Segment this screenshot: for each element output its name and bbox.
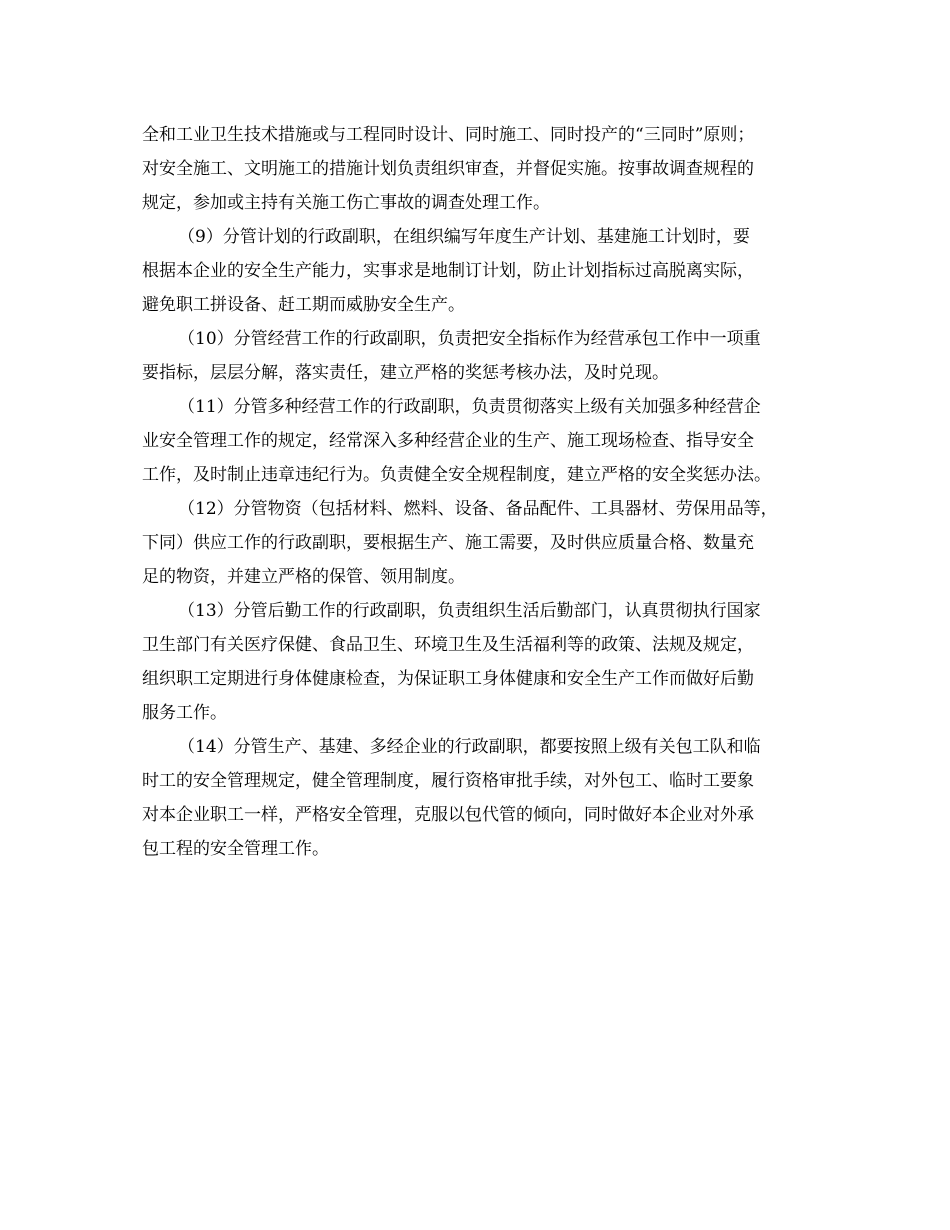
text-line: 服务工作。	[142, 703, 227, 723]
paragraph-first-line: （13）分管后勤工作的行政副职，负责组织生活后勤部门，认真贯彻执行国家	[178, 601, 761, 621]
text-line: 下同）供应工作的行政副职，要根据生产、施工需要，及时供应质量合格、数量充	[142, 533, 754, 553]
text-line: 对安全施工、文明施工的措施计划负责组织审查，并督促实施。按事故调查规程的	[142, 159, 754, 179]
document-body	[142, 118, 826, 866]
text-line: 根据本企业的安全生产能力，实事求是地制订计划，防止计划指标过高脱离实际，	[142, 261, 754, 281]
text-line: 对本企业职工一样，严格安全管理，克服以包代管的倾向，同时做好本企业对外承	[142, 805, 754, 825]
text-line: 工作，及时制止违章违纪行为。负责健全安全规程制度，建立严格的安全奖惩办法。	[142, 465, 771, 485]
paragraph-first-line: （11）分管多种经营工作的行政副职，负责贯彻落实上级有关加强多种经营企	[178, 397, 761, 417]
paragraph-first-line: （10）分管经营工作的行政副职，负责把安全指标作为经营承包工作中一项重	[178, 329, 761, 349]
text-line: 组织职工定期进行身体健康检查，为保证职工身体健康和安全生产工作而做好后勤	[142, 669, 754, 689]
text-line: 卫生部门有关医疗保健、食品卫生、环境卫生及生活福利等的政策、法规及规定，	[142, 635, 754, 655]
paragraph-first-line: （9）分管计划的行政副职，在组织编写年度生产计划、基建施工计划时，要	[178, 227, 750, 247]
text-line: 规定，参加或主持有关施工伤亡事故的调查处理工作。	[142, 193, 550, 213]
text-line: 全和工业卫生技术措施或与工程同时设计、同时施工、同时投产的“三同时”原则；	[142, 125, 755, 145]
text-line: 足的物资，并建立严格的保管、领用制度。	[142, 567, 465, 587]
paragraph-first-line: （12）分管物资（包括材料、燃料、设备、备品配件、工具器材、劳保用品等，	[178, 499, 778, 519]
text-line: 避免职工拼设备、赶工期而威胁安全生产。	[142, 295, 465, 315]
text-line: 要指标，层层分解，落实责任，建立严格的奖惩考核办法，及时兑现。	[142, 363, 669, 383]
text-line: 业安全管理工作的规定，经常深入多种经营企业的生产、施工现场检查、指导安全	[142, 431, 754, 451]
text-line: 包工程的安全管理工作。	[142, 839, 329, 859]
text-line: 时工的安全管理规定，健全管理制度，履行资格审批手续，对外包工、临时工要象	[142, 771, 754, 791]
paragraph-first-line: （14）分管生产、基建、多经企业的行政副职，都要按照上级有关包工队和临	[178, 737, 761, 757]
